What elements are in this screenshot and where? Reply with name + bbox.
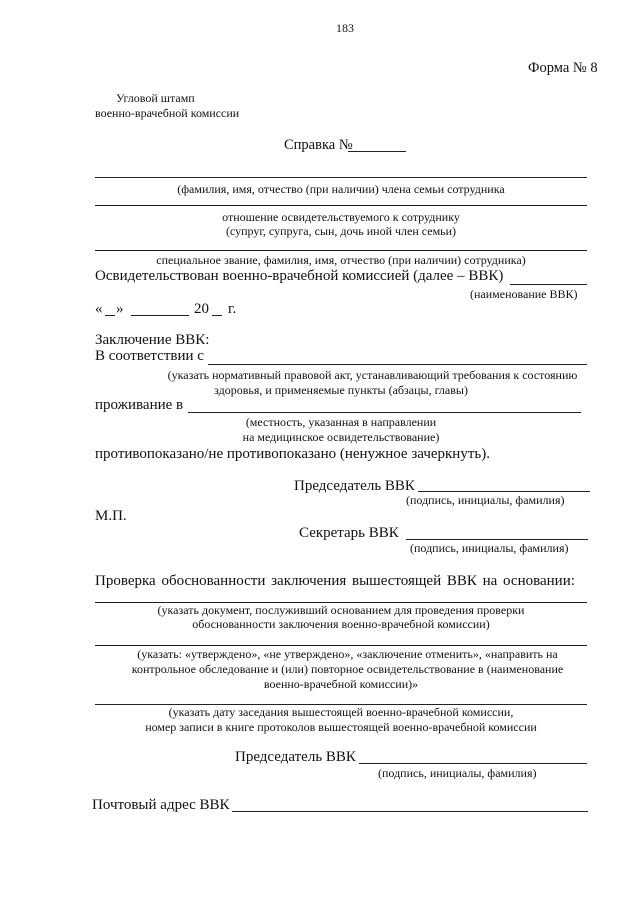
seal-label: М.П.	[95, 508, 127, 524]
basis-doc-caption-1: (указать документ, послуживший основанием для проведения проверки	[157, 603, 525, 617]
vvk-name-field[interactable]	[510, 284, 587, 285]
employee-rank-caption: специальное звание, фамилия, имя, отчество (при наличии) сотрудника)	[156, 253, 526, 267]
session-date-caption-2: номер записи в книге протоколов вышестоящей военно-врачебной комиссии	[145, 720, 537, 734]
page-number: 183	[336, 21, 354, 35]
family-member-name-caption: (фамилия, имя, отчество (при наличии) члена семьи сотрудника	[177, 182, 505, 196]
secretary-label: Секретарь ВВК	[299, 525, 399, 541]
relation-caption-1: отношение освидетельствуемого к сотруднику	[222, 210, 460, 224]
chairman2-signature-caption: (подпись, инициалы, фамилия)	[378, 766, 537, 780]
date-suffix: г.	[228, 301, 237, 317]
secretary-signature-field[interactable]	[406, 539, 588, 540]
locality-caption-2: на медицинское освидетельствование)	[242, 430, 440, 444]
family-member-name-field[interactable]	[95, 177, 587, 178]
chairman-signature-caption: (подпись, инициалы, фамилия)	[406, 493, 565, 507]
relation-field[interactable]	[95, 205, 587, 206]
chairman-label: Председатель ВВК	[294, 478, 415, 494]
according-label: В соответствии с	[95, 348, 204, 364]
stamp-line-2: военно-врачебной комиссии	[95, 106, 240, 120]
date-day-field[interactable]	[105, 315, 115, 316]
chairman2-label: Председатель ВВК	[235, 749, 356, 765]
date-close-quote: »	[116, 301, 124, 317]
date-open-quote: «	[95, 301, 103, 317]
legal-act-caption-2: здоровья, и применяемые пункты (абзацы, главы)	[214, 383, 468, 397]
verification-label: Проверка обоснованности заключения вышестоящей ВВК на основании:	[95, 573, 575, 589]
date-year-field[interactable]	[212, 315, 222, 316]
relation-caption-2: (супруг, супруга, сын, дочь иной член семьи)	[225, 224, 457, 238]
contraindication-text: противопоказано/не противопоказано (ненужное зачеркнуть).	[95, 446, 490, 462]
examined-label: Освидетельствован военно-врачебной комиссией (далее – ВВК)	[95, 268, 504, 284]
chairman-signature-field[interactable]	[418, 491, 590, 492]
residence-field[interactable]	[188, 412, 581, 413]
stamp-line-1: Угловой штамп	[116, 91, 195, 105]
decision-field[interactable]	[95, 645, 587, 646]
decision-caption-2: контрольное обследование и (или) повторное освидетельствование в (наименование	[131, 662, 564, 676]
postal-address-field[interactable]	[232, 811, 588, 812]
certificate-number-field[interactable]	[348, 151, 406, 152]
form-number: Форма № 8	[528, 60, 598, 76]
certificate-title: Справка №	[284, 137, 353, 153]
basis-doc-caption-2: обоснованности заключения военно-врачебной комиссии)	[192, 617, 490, 631]
legal-act-field[interactable]	[208, 364, 587, 365]
date-year-prefix: 20	[194, 301, 209, 317]
postal-address-label: Почтовый адрес ВВК	[92, 797, 230, 813]
conclusion-heading: Заключение ВВК:	[95, 332, 210, 348]
locality-caption-1: (местность, указанная в направлении	[245, 415, 437, 429]
employee-rank-field[interactable]	[95, 250, 587, 251]
legal-act-caption-1: (указать нормативный правовой акт, устанавливающий требования к состоянию	[167, 368, 578, 382]
vvk-name-caption: (наименование ВВК)	[470, 287, 578, 301]
date-month-field[interactable]	[131, 315, 189, 316]
residence-label: проживание в	[95, 397, 184, 413]
decision-caption-1: (указать: «утверждено», «не утверждено», «заключение отменить», «направить на	[137, 647, 558, 661]
chairman2-signature-field[interactable]	[359, 763, 587, 764]
decision-caption-3: военно-врачебной комиссии)»	[263, 677, 419, 691]
secretary-signature-caption: (подпись, инициалы, фамилия)	[410, 541, 569, 555]
session-date-caption-1: (указать дату заседания вышестоящей военно-врачебной комиссии,	[168, 705, 514, 719]
